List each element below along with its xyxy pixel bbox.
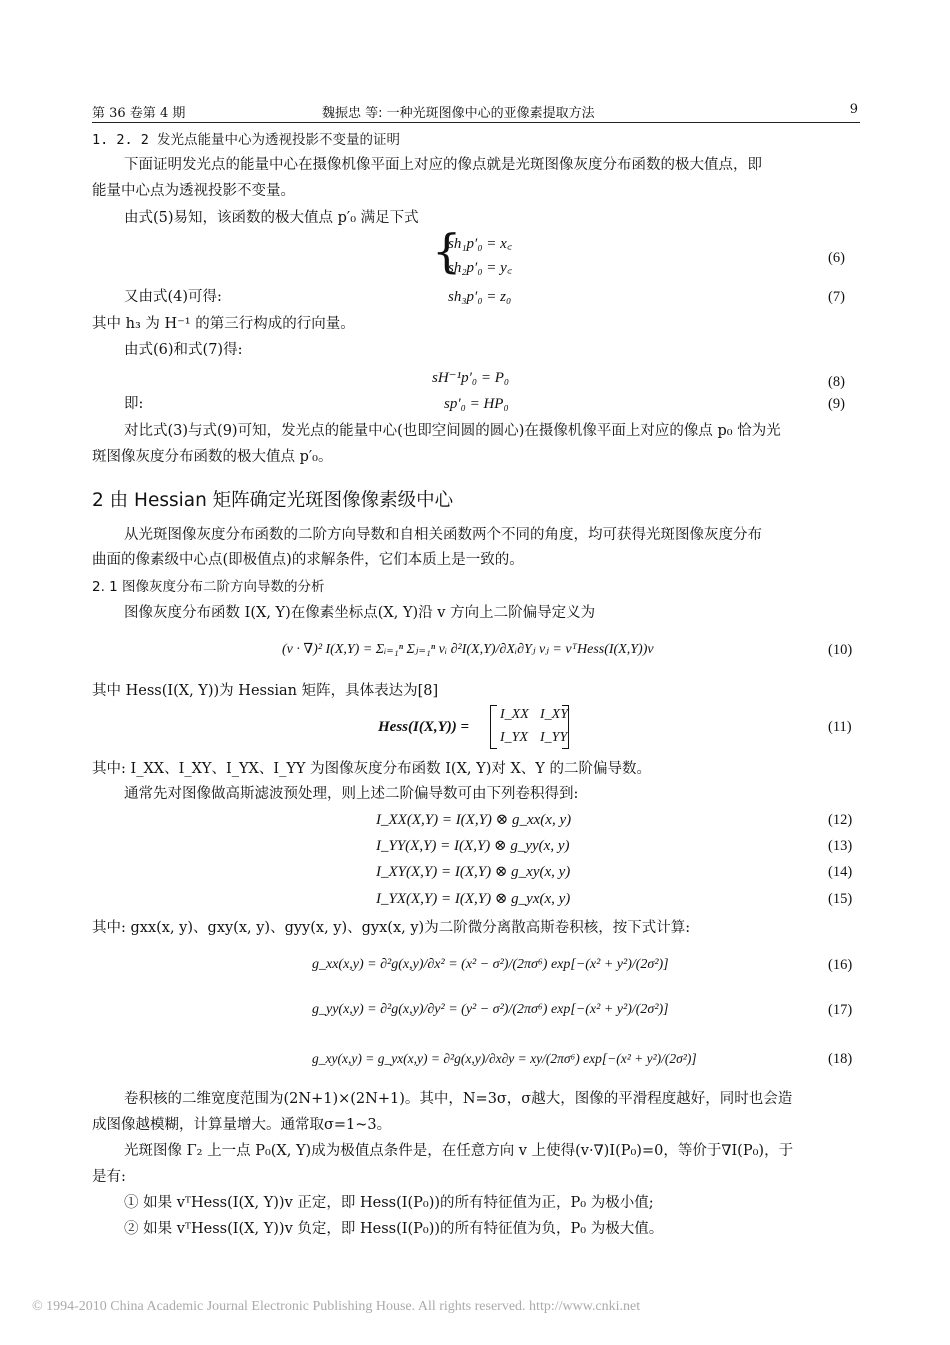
matrix-cell: I_XY — [540, 707, 568, 722]
equation-number: (13) — [828, 838, 853, 854]
equation-number: (12) — [828, 812, 853, 828]
paragraph-line: 对比式(3)与式(9)可知，发光点的能量中心(也即空间圆的圆心)在摄像机像平面上对应的像点 p₀ 恰为光 — [124, 423, 781, 439]
matrix-right-bracket — [562, 705, 569, 749]
equation-number: (17) — [828, 1002, 853, 1018]
paragraph-line: 成图像越模糊，计算量增大。通常取σ=1~3。 — [92, 1117, 392, 1133]
issue-label: 第 36 卷第 4 期 — [92, 106, 186, 121]
list-item: ① 如果 vᵀHess(I(X, Y))v 正定，即 Hess(I(P₀))的所有特征值为正，P₀ 为极小值; — [124, 1195, 654, 1211]
equation-number: (15) — [828, 891, 853, 907]
equation-number: (7) — [828, 289, 845, 305]
paragraph-line: 其中 h₃ 为 H⁻¹ 的第三行构成的行向量。 — [92, 316, 355, 332]
matrix-cell: I_XX — [500, 707, 529, 722]
equation-14: I_XY(X,Y) = I(X,Y) ⊗ g_xy(x, y) — [376, 864, 571, 880]
equation-15: I_YX(X,Y) = I(X,Y) ⊗ g_yx(x, y) — [376, 891, 571, 907]
page-number: 9 — [849, 102, 858, 117]
paragraph-line: 下面证明发光点的能量中心在摄像机像平面上对应的像点就是光斑图像灰度分布函数的极大值点，即 — [124, 157, 762, 173]
equation-7: sh₃p′₀ = z₀ — [448, 289, 512, 305]
matrix-left-bracket — [490, 705, 497, 749]
paragraph-line: 又由式(4)可得: — [124, 289, 222, 305]
equation-18: g_xy(x,y) = g_yx(x,y) = ∂²g(x,y)/∂x∂y = xy/(2πσ⁶) exp[−(x² + y²)/(2σ²)] — [312, 1051, 697, 1066]
subsection-2-1-title: 2. 1 图像灰度分布二阶方向导数的分析 — [92, 579, 325, 595]
section-2-title: 2 由 Hessian 矩阵确定光斑图像像素级中心 — [92, 490, 454, 511]
equation-number: (16) — [828, 957, 853, 973]
equation-brace: { — [432, 224, 462, 278]
paragraph-line: 斑图像灰度分布函数的极大值点 p′₀。 — [92, 449, 333, 465]
matrix-cell: I_YY — [540, 730, 568, 745]
paragraph-line: 由式(5)易知，该函数的极大值点 p′₀ 满足下式 — [124, 210, 419, 226]
paragraph-line: 即: — [124, 396, 144, 412]
paragraph-line: 曲面的像素级中心点(即极值点)的求解条件，它们本质上是一致的。 — [92, 552, 524, 568]
equation-12: I_XX(X,Y) = I(X,Y) ⊗ g_xx(x, y) — [376, 812, 572, 828]
paragraph-line: 能量中心点为透视投影不变量。 — [92, 183, 295, 199]
equation-number: (11) — [828, 719, 852, 735]
equation-6-line1: sh₁p′₀ = x꜀ — [448, 236, 513, 252]
list-item: ② 如果 vᵀHess(I(X, Y))v 负定，即 Hess(I(P₀))的所有特征值为负，P₀ 为极大值。 — [124, 1221, 664, 1237]
equation-number: (18) — [828, 1051, 853, 1067]
paragraph-line: 其中 Hess(I(X, Y))为 Hessian 矩阵，具体表达为[8] — [92, 683, 439, 699]
equation-13: I_YY(X,Y) = I(X,Y) ⊗ g_yy(x, y) — [376, 838, 570, 854]
paragraph-line: 其中: I_XX、I_XY、I_YX、I_YY 为图像灰度分布函数 I(X, Y)对 X、Y 的二阶偏导数。 — [92, 761, 651, 777]
paragraph-line: 通常先对图像做高斯滤波预处理，则上述二阶偏导数可由下列卷积得到: — [124, 786, 579, 802]
header-title: 魏振忠 等: 一种光斑图像中心的亚像素提取方法 — [322, 106, 595, 121]
paragraph-line: 图像灰度分布函数 I(X, Y)在像素坐标点(X, Y)沿 v 方向上二阶偏导定义为 — [124, 605, 596, 621]
paragraph-line: 光斑图像 Γ₂ 上一点 P₀(X, Y)成为极值点条件是，在任意方向 v 上使得(v·∇)I(P₀)=0，等价于∇I(P₀)，于 — [124, 1143, 794, 1159]
equation-10: (v · ∇)² I(X,Y) = Σᵢ₌₁ⁿ Σⱼ₌₁ⁿ vᵢ ∂²I(X,Y)/∂Xᵢ∂Yⱼ vⱼ = vᵀHess(I(X,Y))v — [282, 642, 654, 657]
paragraph-line: 卷积核的二维宽度范围为(2N+1)×(2N+1)。其中，N=3σ，σ越大，图像的平滑程度越好，同时也会造 — [124, 1091, 793, 1107]
equation-16: g_xx(x,y) = ∂²g(x,y)/∂x² = (x² − σ²)/(2πσ⁶) exp[−(x² + y²)/(2σ²)] — [312, 957, 669, 972]
matrix-cell: I_YX — [500, 730, 528, 745]
equation-number: (14) — [828, 864, 853, 880]
paragraph-line: 是有: — [92, 1169, 126, 1185]
equation-6-line2: sh₂p′₀ = y꜀ — [448, 260, 513, 276]
paragraph-line: 其中: gxx(x, y)、gxy(x, y)、gyy(x, y)、gyx(x, y)为二阶微分离散高斯卷积核，按下式计算: — [92, 920, 691, 936]
equation-number: (9) — [828, 396, 845, 412]
running-header — [92, 100, 860, 123]
equation-11-lhs: Hess(I(X,Y)) = — [378, 719, 470, 735]
equation-17: g_yy(x,y) = ∂²g(x,y)/∂y² = (y² − σ²)/(2πσ⁶) exp[−(x² + y²)/(2σ²)] — [312, 1002, 669, 1017]
equation-number: (10) — [828, 642, 853, 658]
equation-9: sp′₀ = HP₀ — [444, 396, 509, 412]
equation-number: (8) — [828, 374, 845, 390]
paragraph-line: 从光斑图像灰度分布函数的二阶方向导数和自相关函数两个不同的角度，均可获得光斑图像灰度分布 — [124, 527, 762, 543]
equation-8: sH⁻¹p′₀ = P₀ — [432, 370, 510, 386]
equation-number: (6) — [828, 250, 845, 266]
paragraph-line: 由式(6)和式(7)得: — [124, 342, 243, 358]
subsection-1-2-2-title: 1. 2. 2 发光点能量中心为透视投影不变量的证明 — [92, 132, 401, 148]
copyright-footer: © 1994-2010 China Academic Journal Electronic Publishing House. All rights reserved. http://www.cnki.net — [32, 1299, 641, 1314]
